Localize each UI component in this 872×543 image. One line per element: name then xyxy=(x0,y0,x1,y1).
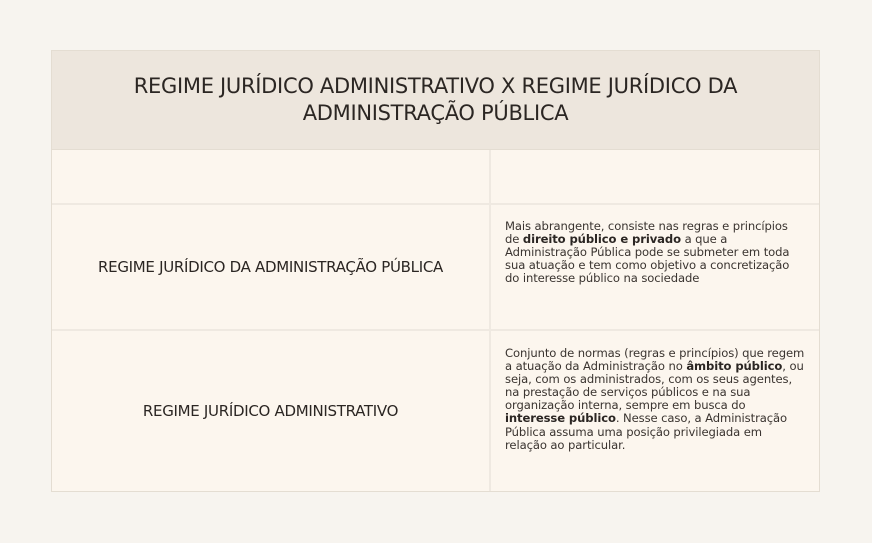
desc-bold-text: direito público e privado xyxy=(522,232,681,247)
row-description xyxy=(491,205,819,329)
desc-text: , ou seja, com os administrados, com os seus agentes, na prestação de serviços públicos e na sua organização interna, sempre em busca do xyxy=(505,359,804,413)
desc-bold-text: interesse público xyxy=(505,411,616,426)
comparison-table xyxy=(51,50,820,492)
desc-text: Mais abrangente, consiste nas regras e princípios de xyxy=(505,219,788,247)
desc-text: Conjunto de normas (regras e princípios) que regem a atuação da Administração no xyxy=(505,346,805,374)
row-label: REGIME JURÍDICO DA ADMINISTRAÇÃO PÚBLICA xyxy=(52,205,491,329)
row-label: REGIME JURÍDICO ADMINISTRATIVO xyxy=(52,331,491,491)
desc-text: . Nesse caso, a Administração Pública assuma uma posição privilegiada em relação ao particular. xyxy=(505,411,788,452)
table-row xyxy=(52,331,819,491)
desc-text: a que a Administração Pública pode se submeter em toda sua atuação e tem como objetivo a concretização do interesse público na sociedade xyxy=(505,232,790,286)
table-row-empty xyxy=(52,150,819,205)
empty-cell-left xyxy=(52,150,491,203)
table-row xyxy=(52,205,819,331)
empty-cell-right xyxy=(491,150,819,203)
table-title: REGIME JURÍDICO ADMINISTRATIVO X REGIME JURÍDICO DA ADMINISTRAÇÃO PÚBLICA xyxy=(133,74,738,125)
row-description xyxy=(491,331,819,491)
table-header xyxy=(52,51,819,150)
desc-bold-text: âmbito público xyxy=(686,359,783,374)
